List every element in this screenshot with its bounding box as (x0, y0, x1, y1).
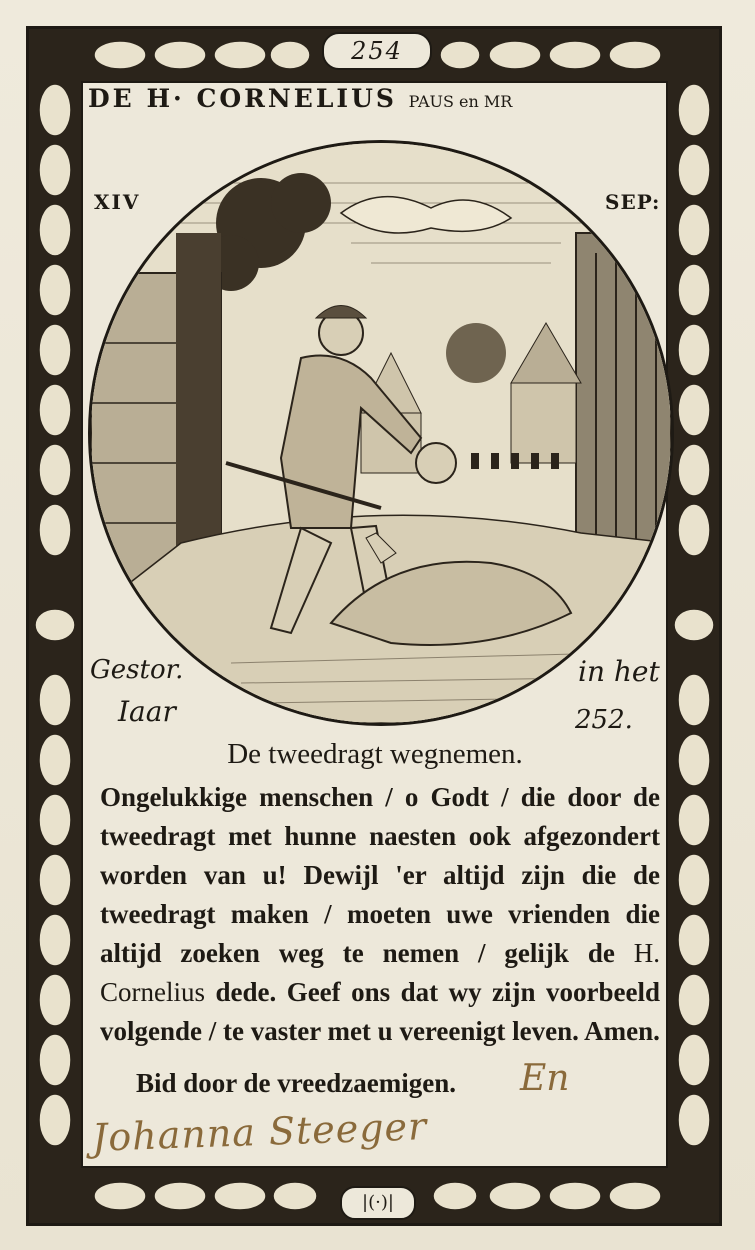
death-label-in-het: in het (578, 655, 660, 688)
feast-day: XIV (94, 190, 141, 214)
bottom-cartouche-mark: |(·)| (362, 1192, 394, 1213)
beheading-scene-illustration (91, 143, 671, 723)
prayer-text-part-1: Ongelukkige menschen / o Godt / die door de tweedragt met hunne naesten ook afgezondert worden van u! Dewijl 'er altijd zijn die de tweedragt maken / moeten uwe vrienden die altijd zoeken weg te nemen / gelijk de (100, 782, 660, 968)
prayer-text (100, 778, 660, 1051)
title-subtitle: PAUS en MR (408, 92, 513, 111)
feast-month: SEP: (605, 190, 661, 214)
prayer-heading: De tweedragt wegnemen. (227, 738, 523, 770)
saint-title (88, 84, 668, 124)
prayer-text-part-2: dede. Geef ons dat wy zijn voorbeeld volgende / te vaster met u vereenigt leven. Amen. (100, 977, 660, 1046)
page-number-cartouche (322, 32, 432, 70)
closing-intention: Bid door de vreedzaemigen. (136, 1068, 456, 1098)
title-main: DE H· CORNELIUS (88, 84, 397, 113)
engraving-medallion (88, 140, 674, 726)
death-label-gestor: Gestor. (90, 655, 184, 685)
page-number: 254 (351, 37, 403, 65)
death-label-jaar: Iaar (118, 695, 176, 728)
bottom-cartouche (340, 1186, 416, 1220)
handwritten-signature: Johanna Steeger (91, 1104, 428, 1160)
prayer-saint-name: H. Cornelius (100, 938, 660, 1007)
handwritten-en: En (520, 1058, 570, 1099)
death-year: 252. (575, 705, 633, 735)
